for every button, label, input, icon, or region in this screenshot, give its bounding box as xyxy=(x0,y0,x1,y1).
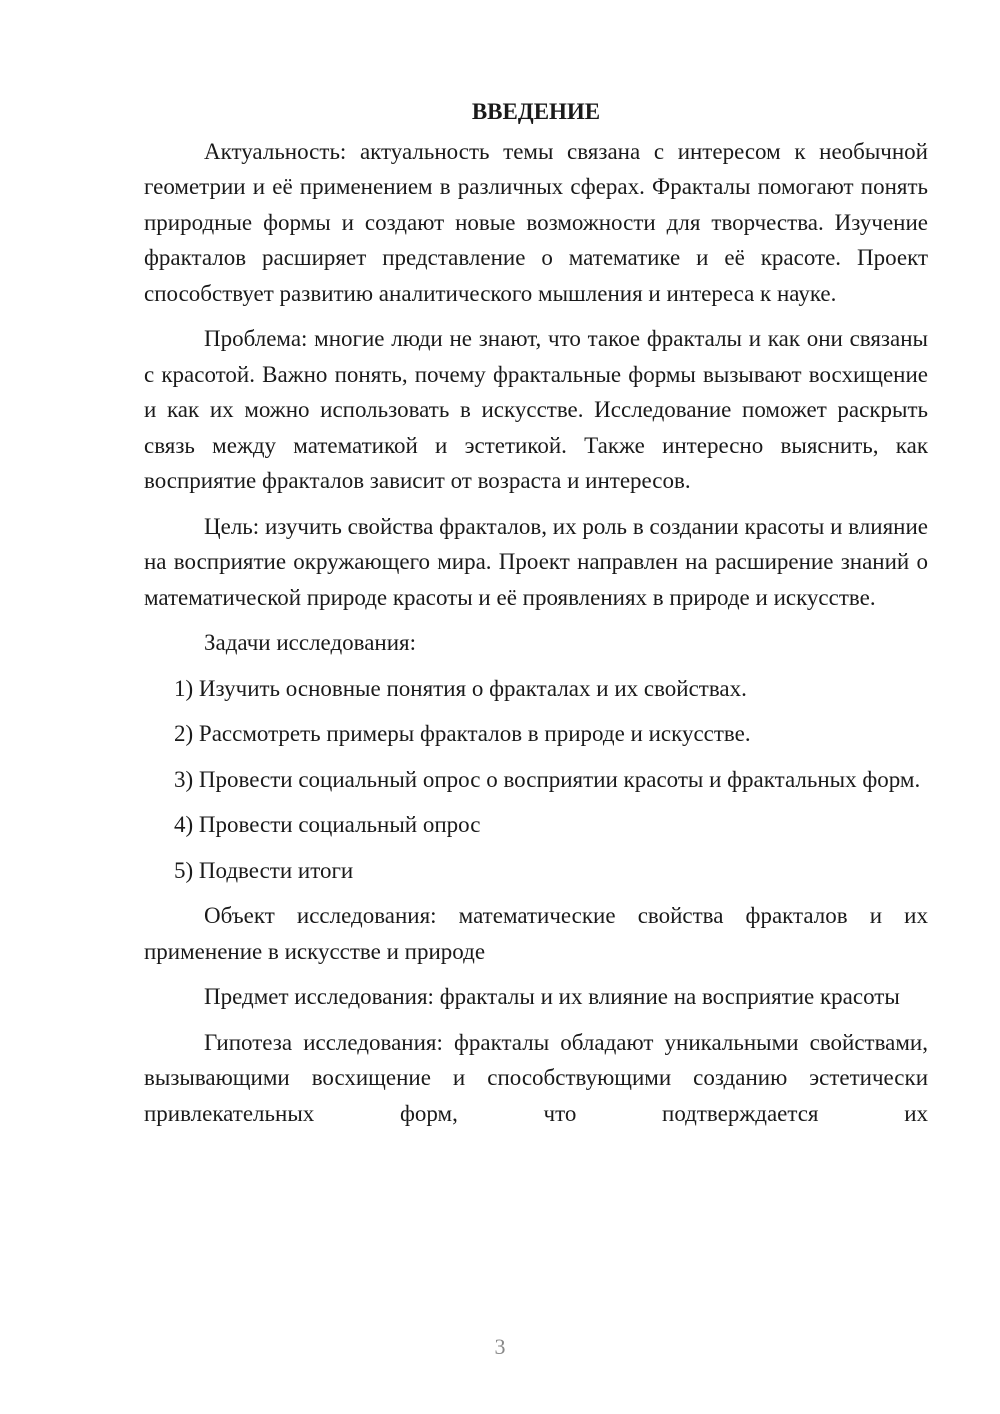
tasks-heading: Задачи исследования: xyxy=(204,630,417,655)
page-heading: ВВЕДЕНИЕ xyxy=(471,99,601,124)
hypothesis-paragraph: Гипотеза исследования: фракталы обладают уникальными свойствами, вызывающими восхищение и способствующими созданию эстетически привлекательных форм, что подтверждается их xyxy=(144,1029,928,1126)
task-item: 3) Провести социальный опрос о восприятии красоты и фрактальных форм. xyxy=(174,766,921,792)
page-content xyxy=(144,94,928,1141)
task-item: 5) Подвести итоги xyxy=(174,857,354,883)
task-item: 1) Изучить основные понятия о фракталах и их свойствах. xyxy=(174,675,747,701)
problem-paragraph: Проблема: многие люди не знают, что такое фракталы и как они связаны с красотой. Важно понять, почему фрактальные формы вызывают восхищение и как их можно использовать в искусстве. Исследование поможет раскрыть связь между математикой и эстетикой. Также интересно выяснить, как восприятие фракталов зависит от возраста и интересов. xyxy=(144,326,928,493)
subject-paragraph: Предмет исследования: фракталы и их влияние на восприятие красоты xyxy=(204,984,900,1009)
page-number: 3 xyxy=(494,1334,506,1359)
task-item: 4) Провести социальный опрос xyxy=(174,812,481,837)
object-paragraph: Объект исследования: математические свойства фракталов и их применение в искусстве и природе xyxy=(144,903,928,964)
task-item: 2) Рассмотреть примеры фракталов в природе и искусстве. xyxy=(174,721,751,746)
goal-paragraph: Цель: изучить свойства фракталов, их роль в создании красоты и влияние на восприятие окружающего мира. Проект направлен на расширение знаний о математической природе красоты и её проявлениях в природе и искусстве. xyxy=(144,513,928,610)
relevance-paragraph: Актуальность: актуальность темы связана с интересом к необычной геометрии и её применением в различных сферах. Фракталы помогают понять природные формы и создают новые возможности для творчества. Изучение фракталов расширяет представление о математике и её красоте. Проект способствует развитию аналитического мышления и интереса к науке. xyxy=(144,138,928,306)
